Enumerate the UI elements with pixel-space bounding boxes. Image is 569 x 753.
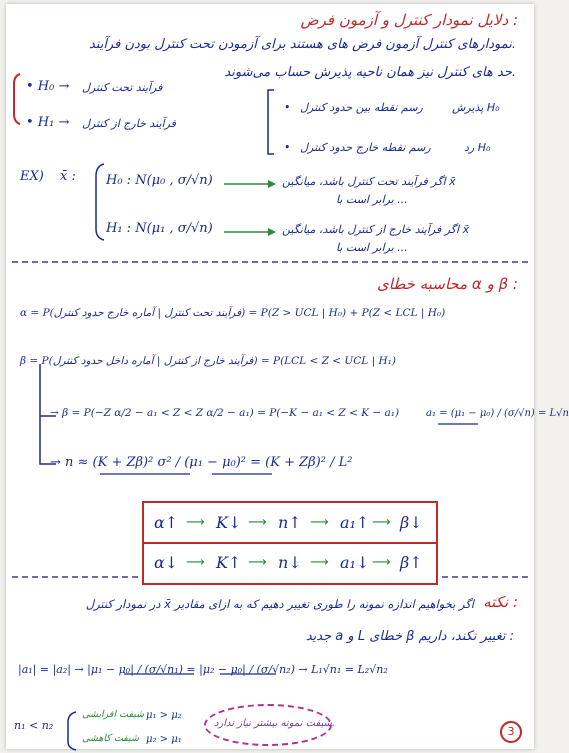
branch1-result: μ₁ > μ₂: [146, 710, 182, 721]
example-h1-note: اگر فرآیند خارج از کنترل باشد، میانگین x̄: [282, 223, 470, 236]
alpha-equation: α = P(فرآیند تحت کنترل | آماره خارج حدود کنترل) = P(Z > UCL | H₀) + P(Z < LCL | H₀): [20, 307, 446, 319]
effect-cell: K↓: [216, 513, 242, 532]
effect-cell: a₁↓: [340, 553, 370, 572]
example-xbar: x̄ :: [60, 169, 76, 184]
effect-row-1: [144, 503, 436, 543]
example-h0: H₀ : N(μ₀ , σ/√n): [106, 173, 213, 188]
note-line1: در نمودار کنترل x̄ اگر بخواهیم اندازه نمونه را طوری تغییر دهیم که به ازای مقادیر: [85, 597, 474, 611]
green-arrow-icon: ⟶: [248, 515, 267, 530]
h0-label: • H₀ →: [26, 79, 70, 94]
h1-description: فرآیند خارج از کنترل: [82, 117, 176, 130]
effect-cell: n↓: [278, 553, 302, 572]
effect-cell: n↑: [278, 513, 302, 532]
example-label: EX): [20, 169, 44, 184]
rule1-bullet: •: [284, 101, 291, 114]
green-arrow-icon: ⟶: [372, 555, 391, 570]
green-arrow-icon: ⟶: [310, 555, 329, 570]
branch2-label: شیفت کاهشی: [82, 733, 139, 744]
effect-cell: K↑: [216, 553, 242, 572]
cloud-text: شیفت نمونه بیشتر نیاز ندارد.: [214, 718, 336, 729]
example-h1-note2: برابر است با ...: [336, 241, 408, 254]
example-h0-note2: برابر است با ...: [336, 193, 408, 206]
rule2-result: رد H₀: [464, 141, 491, 154]
green-arrow-icon: ⟶: [248, 555, 267, 570]
notebook-page: [6, 4, 569, 749]
rule1-result: پذیرش H₀: [452, 101, 500, 114]
note-equation: |a₁| = |a₂| → |μ₁ − μ₀| / (σ/√n₁) = |μ₂ − μ₀| / (σ/√n₂) → L₁√n₁ = L₂√n₂: [18, 663, 388, 676]
note-label: نکته :: [483, 593, 518, 611]
green-arrow-icon: ⟶: [186, 515, 205, 530]
effect-cell: β↑: [400, 553, 423, 572]
effect-cell: a₁↑: [340, 513, 370, 532]
condition: n₁ < n₂: [14, 719, 54, 732]
effect-cell: α↓: [154, 553, 179, 572]
rule2-text: رسم نقطه خارج حدود کنترل: [300, 141, 431, 154]
page-number: 3: [500, 721, 522, 743]
branch2-result: μ₂ > μ₁: [146, 734, 182, 745]
sample-size-equation: → n ≈ (K + Zβ)² σ² / (μ₁ − μ₀)² = (K + Zβ)² / L²: [50, 455, 353, 470]
note-line2: جدید a و L خطای β تغییر نکند، داریم :: [305, 629, 514, 644]
rule1-text: رسم نقطه بین حدود کنترل: [300, 101, 423, 114]
section2-heading: محاسبه خطای α و β :: [377, 275, 518, 293]
beta-expansion: → β = P(−Z α/2 − a₁ < Z < Z α/2 − a₁) = P(−K − a₁ < Z < K − a₁): [50, 407, 400, 419]
section1-line1: نمودارهای کنترل آزمون فرض های هستند برای آزمودن تحت کنترل بودن فرآیند.: [88, 37, 516, 52]
rule2-bullet: •: [284, 141, 291, 154]
green-arrow-icon: ⟶: [310, 515, 329, 530]
a1-definition: a₁ = (μ₁ − μ₀) / (σ/√n) = L√n: [426, 408, 569, 419]
green-arrow-icon: ⟶: [372, 515, 391, 530]
effect-cell: β↓: [400, 513, 423, 532]
effect-row-2: [144, 543, 436, 583]
example-h1: H₁ : N(μ₁ , σ/√n): [106, 221, 213, 236]
effect-cell: α↑: [154, 513, 179, 532]
section1-heading: دلایل نمودار کنترل و آزمون فرض :: [300, 11, 518, 29]
h0-description: فرآیند تحت کنترل: [82, 81, 163, 94]
effect-table: [142, 501, 438, 585]
section1-line2: حد های کنترل نیز همان ناحیه پذیرش حساب می‌شوند.: [224, 65, 516, 80]
green-arrow-icon: ⟶: [186, 555, 205, 570]
branch1-label: شیفت افزایشی: [82, 709, 145, 720]
example-h0-note: اگر فرآیند تحت کنترل باشد، میانگین x̄: [282, 175, 456, 188]
beta-equation: β = P(فرآیند خارج از کنترل | آماره داخل حدود کنترل) = P(LCL < Z < UCL | H₁): [20, 355, 396, 367]
h1-label: • H₁ →: [26, 115, 70, 130]
